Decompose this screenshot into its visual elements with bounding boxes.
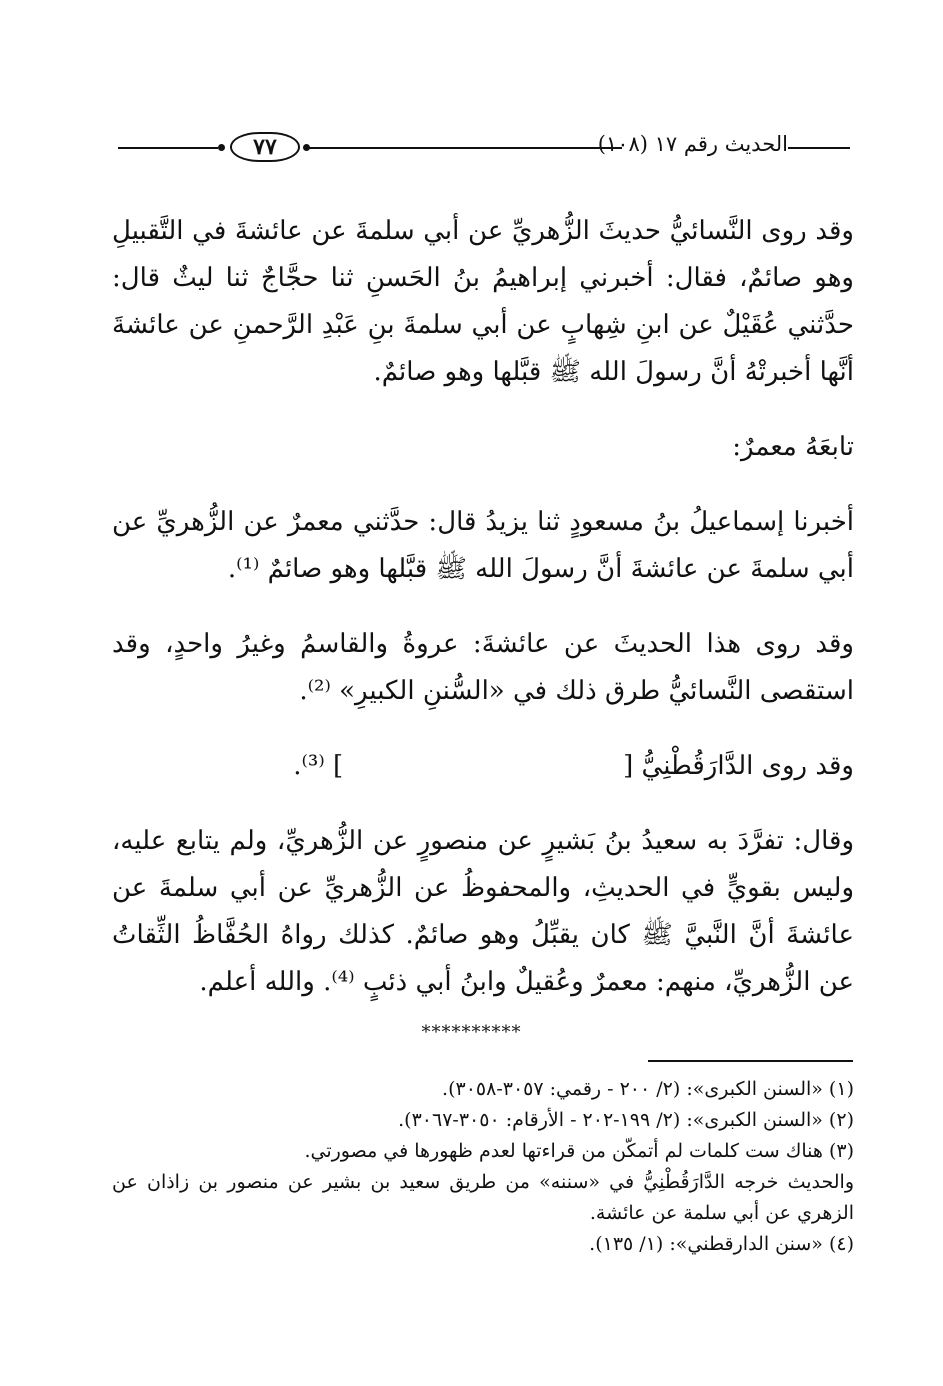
- paragraph: وقد روى هذا الحديثَ عن عائشةَ: عروةُ والقاسمُ وغيرُ واحدٍ، وقد استقصى النَّسائيُّ طرق ذلك في «السُّننِ الكبيرِ» ⁽²⁾.: [112, 629, 854, 706]
- paragraph-with-gap: [112, 743, 854, 790]
- footnote-1: (١) «السنن الكبرى»: (٢/ ٢٠٠ - رقمي: ٣٠٥٧-٣٠٥٨).: [442, 1078, 854, 1100]
- main-text: [112, 208, 854, 1034]
- paragraph: وقد روى النَّسائيُّ حديثَ الزُّهريِّ عن أبي سلمةَ عن عائشةَ في التَّقبيلِ وهو صائمٌ، فقال: أخبرني إبراهيمُ بنُ الحَسنِ ثنا حجَّاجٌ ثنا ليثٌ قال: حدَّثني عُقَيْلٌ عن ابنِ شِهابٍ عن أبي سلمةَ بنِ عَبْدِ الرَّحمنِ عن عائشةَ أنَّها أخبرتْهُ أنَّ رسولَ الله ﷺ قبَّلها وهو صائمٌ.: [112, 216, 854, 387]
- paragraph-end: ] ⁽³⁾.: [293, 751, 344, 781]
- paragraph-start: وقد روى الدَّارَقُطْنِيُّ [: [623, 751, 854, 781]
- section-separator: **********: [421, 1022, 522, 1043]
- footnote-3: (٣) هناك ست كلمات لم أتمكّن من قراءتها لعدم ظهورها في مصورتي.: [304, 1140, 854, 1162]
- running-title: الحديث رقم ١٧ (١٠٨): [597, 132, 788, 156]
- footnotes: [112, 1074, 854, 1260]
- header-rule-left: [118, 147, 218, 149]
- paragraph: أخبرنا إسماعيلُ بنُ مسعودٍ ثنا يزيدُ قال: حدَّثني معمرٌ عن الزُّهريِّ عن أبي سلمةَ عن عائشةَ أنَّ رسولَ الله ﷺ قبَّلها وهو صائمٌ ⁽¹⁾.: [112, 507, 854, 584]
- footnote-rule: [648, 1060, 853, 1062]
- paragraph: وقال: تفرَّدَ به سعيدُ بنُ بَشيرٍ عن منصورٍ عن الزُّهريِّ، ولم يتابع عليه، وليس بقويٍّ في الحديثِ، والمحفوظُ عن الزُّهريِّ عن أبي سلمةَ عن عائشةَ أنَّ النَّبيَّ ﷺ كان يقبِّلُ وهو صائمٌ. كذلك رواهُ الحُفَّاظُ الثِّقاتُ عن الزُّهريِّ، منهم: معمرٌ وعُقيلٌ وابنُ أبي ذئبٍ ⁽⁴⁾. والله أعلم.: [112, 826, 854, 997]
- header-rule-middle: [308, 147, 622, 149]
- footnote-4: (٤) «سنن الدارقطني»: (١/ ١٣٥).: [589, 1233, 854, 1255]
- header-ornament-dot: [218, 144, 225, 151]
- page-header: [118, 126, 850, 166]
- header-rule-right: [788, 147, 850, 149]
- footnote-2: (٢) «السنن الكبرى»: (٢/ ١٩٩-٢٠٢ - الأرقام: ٣٠٥٠-٣٠٦٧).: [398, 1109, 854, 1131]
- footnote-3-continuation: والحديث خرجه الدَّارَقُطْنِيُّ في «سننه» من طريق سعيد بن بشير عن منصور بن زاذان عن الزهري عن أبي سلمة عن عائشة.: [112, 1171, 854, 1224]
- paragraph: تابعَهُ معمرٌ:: [732, 432, 854, 462]
- page-number: ٧٧: [230, 132, 300, 162]
